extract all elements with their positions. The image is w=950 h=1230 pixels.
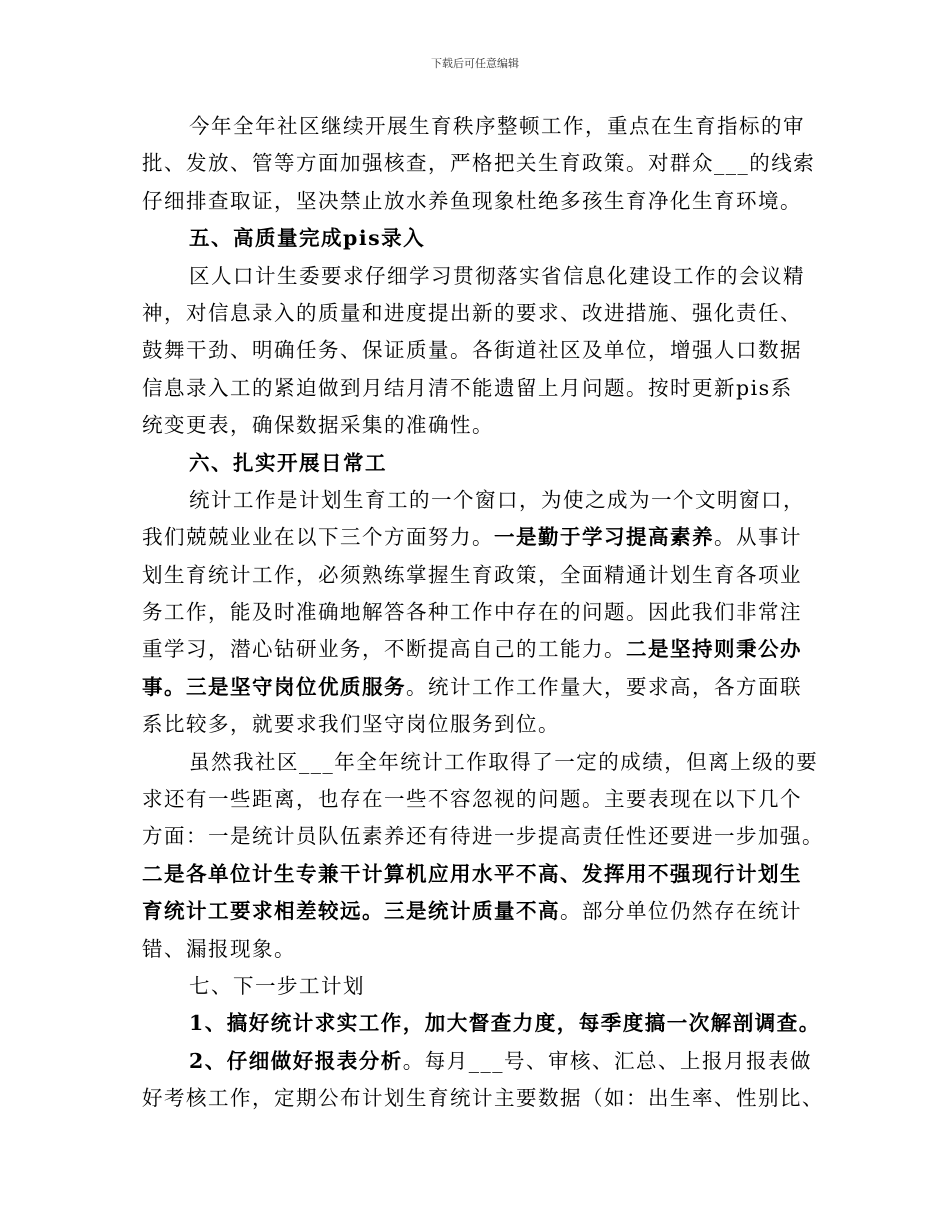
bold-text-run: 事。三是坚守岗位优质服务 xyxy=(142,674,406,699)
paragraph-line xyxy=(142,931,822,968)
paragraph-line xyxy=(142,145,822,182)
paragraph-line xyxy=(142,631,822,668)
paragraph-line xyxy=(142,295,822,332)
text-run: 重学习，潜心钻研业务，不断提高自己的工能力。 xyxy=(142,637,626,662)
paragraph-line xyxy=(142,781,822,818)
paragraph-line xyxy=(142,258,822,295)
text-run: 。部分单位仍然存在统计 xyxy=(560,899,802,924)
text-run: 。统计工作工作量大，要求高，各方面联 xyxy=(406,674,802,699)
page-header-note: 下载后可任意编辑 xyxy=(431,57,519,70)
paragraph-line xyxy=(142,1080,822,1117)
text-run: 方面：一是统计员队伍素养还有待进一步提高责任性还要进一步加强。 xyxy=(142,824,824,849)
text-run: 区人口计生委要求仔细学习贯彻落实省信息化建设工作的会议精 xyxy=(189,263,805,288)
text-run: 统变更表，确保数据采集的准确性。 xyxy=(142,413,494,438)
paragraph-line xyxy=(142,856,822,893)
text-run: 今年全年社区继续开展生育秩序整顿工作，重点在生育指标的审 xyxy=(189,114,805,138)
bold-text-run: 二是坚持则秉公办 xyxy=(626,637,802,662)
bold-text-run: 一是勤于学习提高素养 xyxy=(494,525,714,550)
text-run: 错、漏报现象。 xyxy=(142,936,296,961)
paragraph-line xyxy=(142,594,822,631)
text-run: 批、发放、管等方面加强核查，严格把关生育政策。对群众___的线索 xyxy=(142,151,816,176)
bold-text-run: 二是各单位计生专兼干计算机应用水平不高、发挥用不强现行计划生 xyxy=(142,861,802,886)
text-run: 七、下一步工计划 xyxy=(189,973,365,998)
paragraph-line xyxy=(142,706,822,743)
text-run: 求还有一些距离，也存在一些不容忽视的问题。主要表现在以下几个 xyxy=(142,787,802,812)
text-run: 好考核工作，定期公布计划生育统计主要数据（如：出生率、性别比、 xyxy=(142,1086,824,1111)
paragraph-line xyxy=(142,818,822,855)
section-heading-line xyxy=(142,445,822,482)
text-run: 仔细排查取证，坚决禁止放水养鱼现象杜绝多孩生育净化生育环境。 xyxy=(142,188,802,213)
text-run: 统计工作是计划生育工的一个窗口，为使之成为一个文明窗口， xyxy=(189,487,805,512)
section-heading-line xyxy=(142,220,822,257)
paragraph-line xyxy=(142,1043,822,1080)
bold-text-run: 五、高质量完成pis录入 xyxy=(189,226,426,251)
document-body xyxy=(142,108,822,1118)
paragraph-line xyxy=(142,370,822,407)
paragraph-line xyxy=(142,108,822,145)
section-heading-line xyxy=(142,1005,822,1042)
paragraph-line xyxy=(142,332,822,369)
paragraph-line xyxy=(142,183,822,220)
bold-text-run: 六、扎实开展日常工 xyxy=(189,450,387,475)
bold-text-run: 1、搞好统计求实工作，加大督查力度，每季度搞一次解剖调查。 xyxy=(189,1011,821,1036)
paragraph-line xyxy=(142,893,822,930)
bold-text-run: 2、仔细做好报表分析 xyxy=(189,1048,403,1073)
text-run: 我们兢兢业业在以下三个方面努力。 xyxy=(142,525,494,550)
text-run: 神，对信息录入的质量和进度提出新的要求、改进措施、强化责任、 xyxy=(142,300,802,325)
paragraph-line xyxy=(142,744,822,781)
text-run: 信息录入工的紧迫做到月结月清不能遗留上月问题。按时更新pis系 xyxy=(142,375,793,400)
text-run: 鼓舞干劲、明确任务、保证质量。各街道社区及单位，增强人口数据 xyxy=(142,338,802,363)
text-run: 。从事计 xyxy=(714,525,802,550)
text-run: 划生育统计工作，必须熟练掌握生育政策，全面精通计划生育各项业 xyxy=(142,562,802,587)
paragraph-line xyxy=(142,968,822,1005)
bold-text-run: 育统计工要求相差较远。三是统计质量不高 xyxy=(142,899,560,924)
paragraph-line xyxy=(142,519,822,556)
text-run: 务工作，能及时准确地解答各种工作中存在的问题。因此我们非常注 xyxy=(142,600,802,625)
paragraph-line xyxy=(142,557,822,594)
text-run: 系比较多，就要求我们坚守岗位服务到位。 xyxy=(142,712,560,737)
paragraph-line xyxy=(142,482,822,519)
paragraph-line xyxy=(142,407,822,444)
text-run: 。每月___号、审核、汇总、上报月报表做 xyxy=(402,1048,813,1073)
paragraph-line xyxy=(142,669,822,706)
text-run: 虽然我社区___年全年统计工作取得了一定的成绩，但离上级的要 xyxy=(189,749,819,774)
